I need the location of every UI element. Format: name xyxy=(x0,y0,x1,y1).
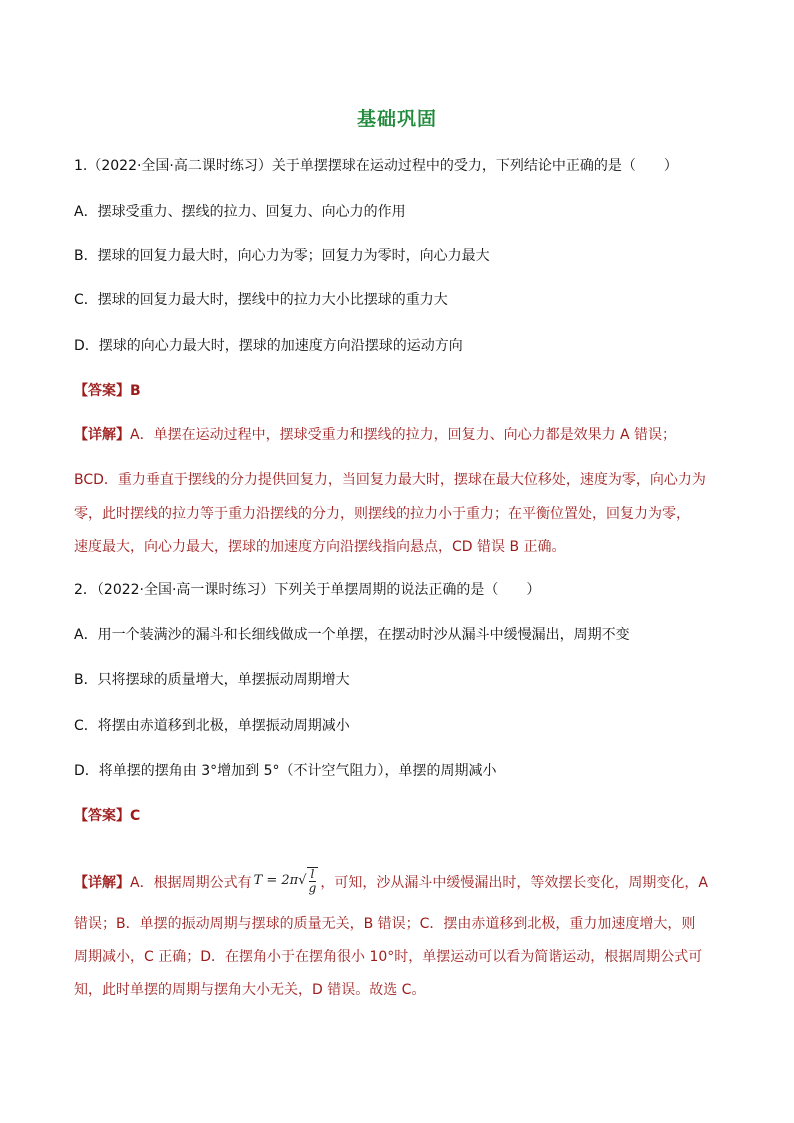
q2-detail-line-4: 知，此时单摆的周期与摆角大小无关，D 错误。故选 C。 xyxy=(74,982,426,998)
q2-detail-line-2: 错误；B．单摆的振动周期与摆球的质量无关，B 错误；C．摆由赤道移到北极，重力加速度增大，则 xyxy=(74,916,696,932)
q1-option-a: A．摆球受重力、摆线的拉力、回复力、向心力的作用 xyxy=(74,204,406,220)
q2-option-d: D．将单摆的摆角由 3°增加到 5°（不计空气阻力），单摆的周期减小 xyxy=(74,763,497,779)
q2-option-a: A．用一个装满沙的漏斗和长细线做成一个单摆，在摆动时沙从漏斗中缓慢漏出，周期不变 xyxy=(74,627,630,643)
q1-option-b: B．摆球的回复力最大时，向心力为零；回复力为零时，向心力最大 xyxy=(74,248,490,264)
q1-detail-line-4: 速度最大，向心力最大，摆球的加速度方向沿摆线指向悬点，CD 错误 B 正确。 xyxy=(74,539,566,555)
q1-detail-line-2: BCD．重力垂直于摆线的分力提供回复力，当回复力最大时，摆球在最大位移处，速度为零，向心力为 xyxy=(74,472,706,488)
q1-answer: 【答案】B xyxy=(74,383,141,399)
formula-numerator: l xyxy=(310,867,315,881)
q2-detail-line-1 xyxy=(74,869,734,897)
formula-lhs: T = 2π xyxy=(253,873,299,888)
period-formula xyxy=(254,867,319,895)
q2-option-b: B．只将摆球的质量增大，单摆振动周期增大 xyxy=(74,672,350,688)
section-title: 基础巩固 xyxy=(356,108,437,130)
q1-option-c: C．摆球的回复力最大时，摆线中的拉力大小比摆球的重力大 xyxy=(74,292,448,308)
q2-detail-pre: A．根据周期公式有 xyxy=(130,875,252,891)
q1-detail-label: 【详解】 xyxy=(74,427,130,443)
q1-stem: 1.（2022·全国·高二课时练习）关于单摆摆球在运动过程中的受力，下列结论中正确的是（ ） xyxy=(74,158,678,174)
q2-option-c: C．将摆由赤道移到北极，单摆振动周期减小 xyxy=(74,718,350,734)
q2-answer: 【答案】C xyxy=(74,808,141,824)
formula-denominator: g xyxy=(308,881,317,895)
q2-detail-post: ，可知，沙从漏斗中缓慢漏出时，等效摆长变化，周期变化，A xyxy=(320,875,708,891)
sqrt-symbol: √ $\frac{l}{g}$ xyxy=(298,867,318,895)
q1-detail-text-1: A．单摆在运动过程中，摆球受重力和摆线的拉力，回复力、向心力都是效果力 A 错误； xyxy=(130,427,677,443)
q1-detail-line-3: 零，此时摆线的拉力等于重力沿摆线的分力，则摆线的拉力小于重力；在平衡位置处，回复力为零， xyxy=(74,506,690,522)
q2-stem: 2．（2022·全国·高一课时练习）下列关于单摆周期的说法正确的是（ ） xyxy=(74,582,541,598)
q1-detail-line-1 xyxy=(74,425,734,445)
formula-fraction xyxy=(309,868,317,895)
q2-detail-label: 【详解】 xyxy=(74,875,130,891)
q1-option-d: D．摆球的向心力最大时，摆球的加速度方向沿摆球的运动方向 xyxy=(74,338,463,354)
q2-detail-line-3: 周期减小，C 正确；D．在摆角小于在摆角很小 10°时，单摆运动可以看为简谐运动，根据周期公式可 xyxy=(74,949,703,965)
